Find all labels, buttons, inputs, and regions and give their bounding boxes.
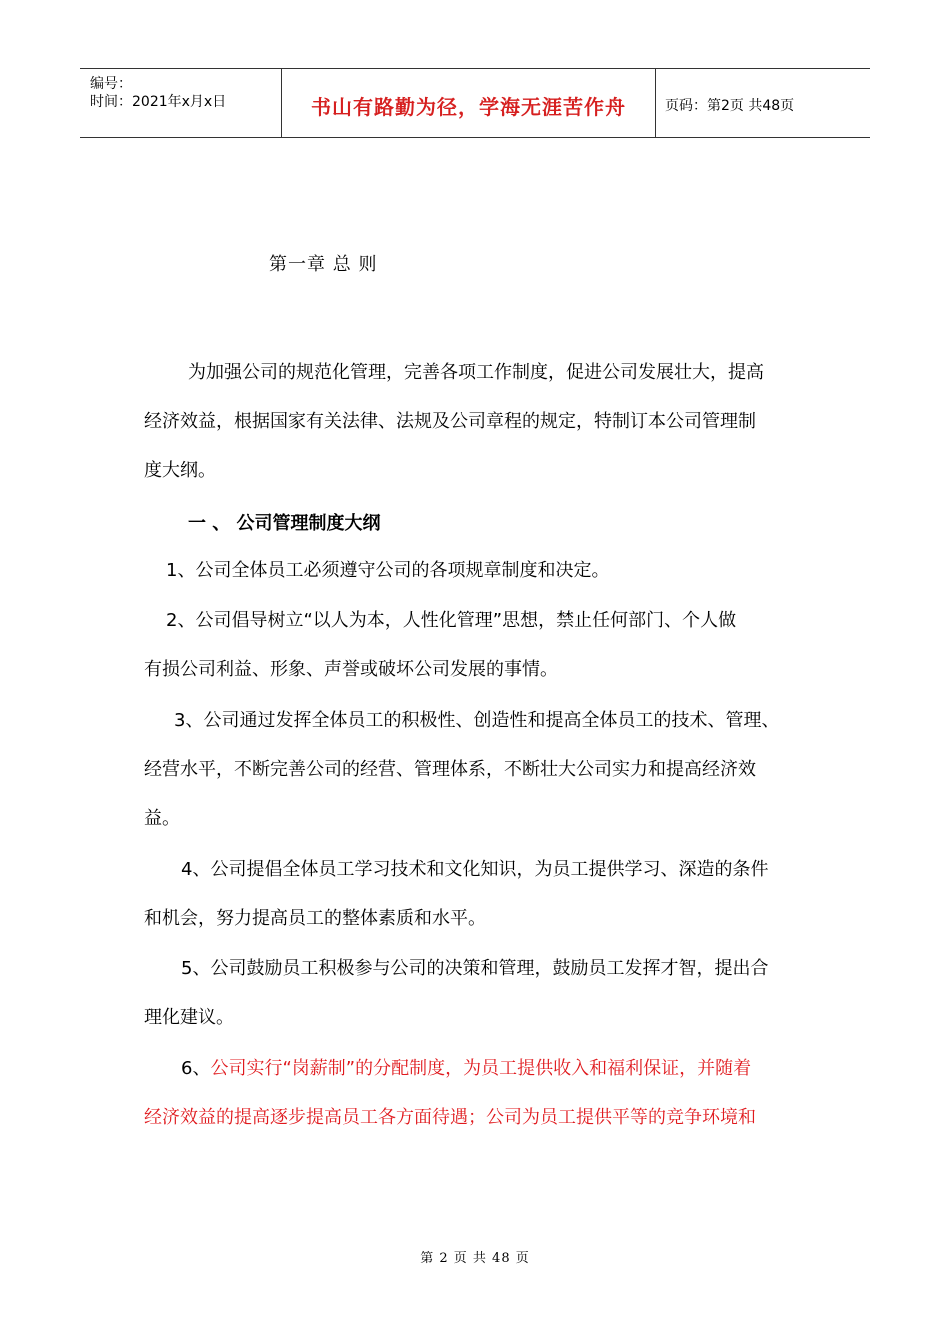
item-2-line-1: 2、公司倡导树立“以人为本，人性化管理”思想，禁止任何部门、个人做: [166, 610, 737, 631]
intro-paragraph: [144, 348, 814, 495]
item-1-line-1: 1、公司全体员工必须遵守公司的各项规章制度和决定。: [166, 560, 610, 581]
item-6: [144, 1044, 814, 1142]
item-4-line-1: 4、公司提倡全体员工学习技术和文化知识，为员工提供学习、深造的条件: [181, 859, 769, 880]
intro-line-1: 为加强公司的规范化管理，完善各项工作制度，促进公司发展壮大，提高: [188, 362, 764, 383]
header-motto: 书山有路勤为径，学海无涯苦作舟: [311, 95, 626, 119]
header-page-info: 页码：第2页 共48页: [665, 98, 795, 114]
item-3: [144, 696, 814, 843]
intro-line-2: 经济效益，根据国家有关法律、法规及公司章程的规定，特制订本公司管理制: [144, 411, 756, 432]
item-5: [144, 944, 814, 1042]
chapter-title: 第一章 总 则: [269, 254, 378, 275]
item-1: [144, 546, 814, 595]
item-5-line-1: 5、公司鼓励员工积极参与公司的决策和管理，鼓励员工发挥才智，提出合: [181, 958, 769, 979]
document-number-label: 编号：: [90, 76, 132, 92]
document-date: 时间：2021年x月x日: [90, 94, 227, 110]
item-3-line-2: 经营水平，不断完善公司的经营、管理体系，不断壮大公司实力和提高经济效: [144, 759, 756, 780]
item-6-line-1: [144, 1044, 814, 1093]
item-5-line-2: 理化建议。: [144, 1007, 234, 1028]
document-header: [80, 68, 870, 138]
item-3-line-3: 益。: [144, 808, 180, 829]
item-6-line-2: 经济效益的提高逐步提高员工各方面待遇；公司为员工提供平等的竞争环境和: [144, 1107, 756, 1128]
header-meta-cell: [80, 69, 281, 137]
item-2-line-2: 有损公司利益、形象、声誉或破坏公司发展的事情。: [144, 659, 558, 680]
item-6-highlight-1: 公司实行“岗薪制”的分配制度，为员工提供收入和福利保证，并随着: [210, 1058, 752, 1079]
intro-line-3: 度大纲。: [144, 460, 216, 481]
header-motto-cell: [281, 69, 656, 137]
item-4: [144, 845, 814, 943]
item-2: [144, 596, 814, 694]
section-heading: 一 、 公司管理制度大纲: [188, 513, 381, 534]
page-footer: 第 2 页 共 48 页: [420, 1251, 530, 1266]
header-page-cell: [655, 69, 870, 137]
item-4-line-2: 和机会，努力提高员工的整体素质和水平。: [144, 908, 486, 929]
item-3-line-1: 3、公司通过发挥全体员工的积极性、创造性和提高全体员工的技术、管理、: [174, 710, 780, 731]
item-6-number: 6、: [181, 1058, 211, 1079]
